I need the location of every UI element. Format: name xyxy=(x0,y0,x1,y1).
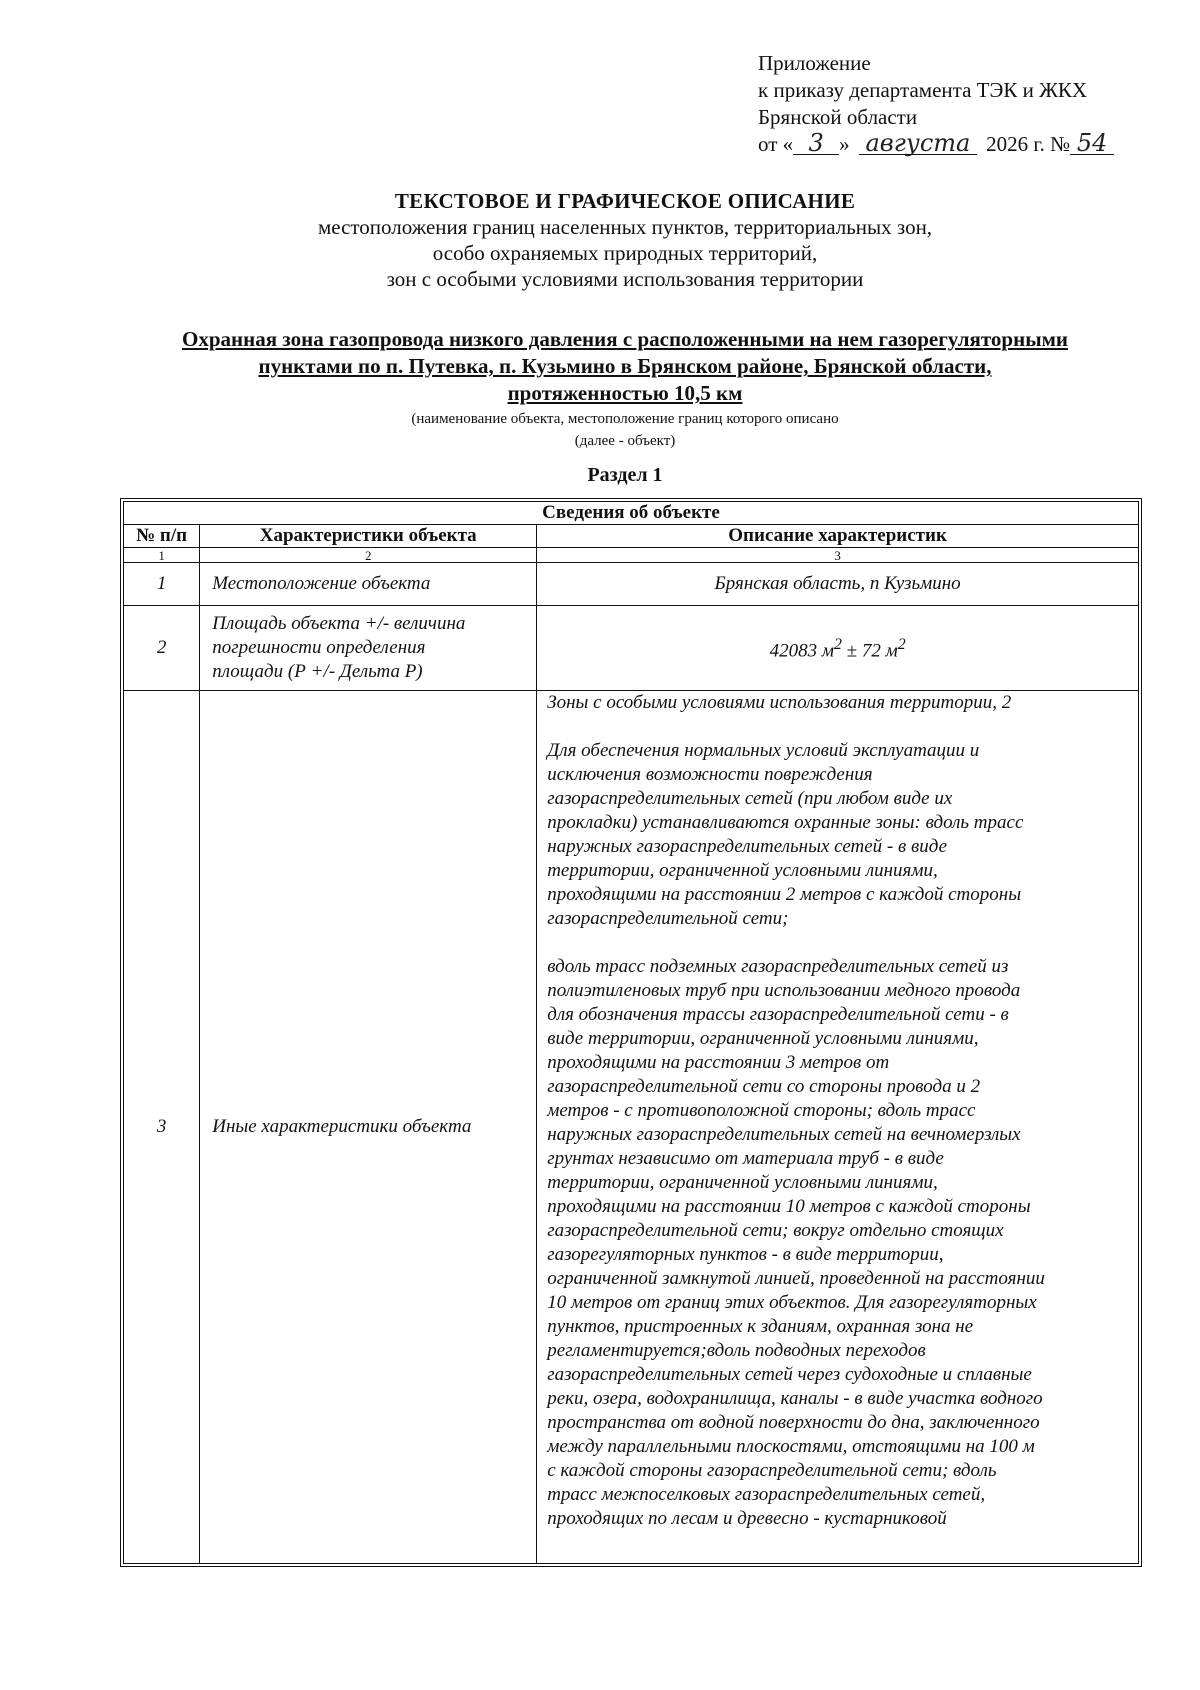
description-line: газораспределительных сетей (при любом виде их xyxy=(547,788,953,809)
description-line: наружных газораспределительных сетей на вечномерзлых xyxy=(547,1124,1021,1145)
row-key xyxy=(200,606,537,691)
description-line: регламентируется;вдоль подводных переходов xyxy=(547,1340,926,1361)
row-key-line-2: погрешности определения xyxy=(212,637,426,658)
description-line: виде территории, ограниченной условными линиями, xyxy=(547,1028,979,1049)
appendix-order-ref: к приказу департамента ТЭК и ЖКХ xyxy=(758,78,1088,102)
area-unit-exponent: 2 xyxy=(833,635,842,653)
date-day-close: » xyxy=(839,132,850,156)
handwritten-order-number: 54 xyxy=(1070,132,1114,155)
description-line: 10 метров от границ этих объектов. Для газорегуляторных xyxy=(547,1292,1037,1313)
document-heading xyxy=(120,188,1130,292)
row-key: Местоположение объекта xyxy=(200,563,537,606)
area-value: 42083 м xyxy=(769,640,834,662)
description-line: пунктов, пристроенных к зданиям, охранная зона не xyxy=(547,1316,974,1337)
object-caption-1: (наименование объекта, местоположение границ которого описано xyxy=(411,411,839,427)
handwritten-day: 3 xyxy=(793,132,839,155)
object-info-table xyxy=(120,498,1142,1567)
paragraph-gap xyxy=(547,931,1132,955)
error-unit-exponent: 2 xyxy=(897,635,906,653)
description-line: трасс межпоселковых газораспределительных сетей, xyxy=(547,1484,986,1505)
description-line: Для обеспечения нормальных условий эксплуатации и xyxy=(547,740,980,761)
description-line: прокладки) устанавливаются охранные зоны: вдоль трасс xyxy=(547,812,1024,833)
description-line: Зоны с особыми условиями использования территории, 2 xyxy=(547,692,1012,713)
description-line: проходящими на расстоянии 3 метров от xyxy=(547,1052,890,1073)
area-error: ± 72 м xyxy=(841,640,898,662)
object-caption-2: (далее - объект) xyxy=(574,433,676,449)
object-block xyxy=(110,326,1140,451)
description-line: территории, ограниченной условными линиями, xyxy=(547,1172,938,1193)
description-line: газорегуляторных пунктов - в виде территории, xyxy=(547,1244,944,1265)
row-number: 3 xyxy=(124,691,200,1564)
description-line: газораспределительных сетей через судоходные и сплавные xyxy=(547,1364,1032,1385)
row-number: 2 xyxy=(124,606,200,691)
column-number-3: 3 xyxy=(537,548,1139,563)
handwritten-month: августа xyxy=(859,132,977,155)
paragraph-gap xyxy=(547,715,1132,739)
description-line: пространства от водной поверхности до дна, заключенного xyxy=(547,1412,1040,1433)
header-characteristics: Характеристики объекта xyxy=(200,525,537,548)
description-line: между параллельными плоскостями, отстоящими на 100 м xyxy=(547,1436,1035,1457)
section-title: Раздел 1 xyxy=(587,464,663,486)
description-line: метров - с противоположной стороны; вдоль трасс xyxy=(547,1100,976,1121)
description-line: грунтах независимо от материала труб - в виде xyxy=(547,1148,944,1169)
document-title: ТЕКСТОВОЕ И ГРАФИЧЕСКОЕ ОПИСАНИЕ xyxy=(394,189,856,213)
description-line: исключения возможности повреждения xyxy=(547,764,873,785)
description-line: ограниченной замкнутой линией, проведенной на расстоянии xyxy=(547,1268,1045,1289)
date-year: 2026 г. № xyxy=(986,132,1071,156)
table-row xyxy=(124,606,1139,691)
header-number: № п/п xyxy=(124,525,200,548)
table-row xyxy=(124,691,1139,1564)
description-line: реки, озера, водохранилища, каналы - в виде участка водного xyxy=(547,1388,1043,1409)
row-key-line-1: Площадь объекта +/- величина xyxy=(212,613,466,634)
appendix-header xyxy=(758,50,1114,158)
description-line: газораспределительной сети; xyxy=(547,908,789,929)
description-line: вдоль трасс подземных газораспределительных сетей из xyxy=(547,956,1009,977)
row-value xyxy=(537,606,1139,691)
column-number-2: 2 xyxy=(200,548,537,563)
object-name-line-1: Охранная зона газопровода низкого давления с расположенными на нем газорегуляторными xyxy=(181,327,1068,351)
row-key: Иные характеристики объекта xyxy=(200,691,537,1564)
row-value: Брянская область, п Кузьмино xyxy=(537,563,1139,606)
description-line: газораспределительной сети со стороны провода и 2 xyxy=(547,1076,981,1097)
description-text xyxy=(547,691,1132,1531)
document-subtitle-2: особо охраняемых природных территорий, xyxy=(432,241,818,265)
description-line: для обозначения трассы газораспределительной сети - в xyxy=(547,1004,1009,1025)
table-caption: Сведения об объекте xyxy=(124,502,1139,525)
description-line: проходящими на расстоянии 10 метров с каждой стороны xyxy=(547,1196,1031,1217)
row-key-line-3: площади (Р +/- Дельта Р) xyxy=(212,661,423,682)
description-line: полиэтиленовых труб при использовании медного провода xyxy=(547,980,1021,1001)
document-subtitle-3: зон с особыми условиями использования территории xyxy=(386,267,864,291)
object-name-line-2: пунктами по п. Путевка, п. Кузьмино в Брянском районе, Брянской области, xyxy=(258,354,992,378)
description-line: проходящих по лесам и древесно - кустарниковой xyxy=(547,1508,947,1529)
row-description xyxy=(537,691,1139,1564)
header-description: Описание характеристик xyxy=(537,525,1139,548)
date-prefix: от « xyxy=(758,132,794,156)
appendix-date-line xyxy=(758,131,1114,158)
description-line: проходящими на расстоянии 2 метров с каждой стороны xyxy=(547,884,1022,905)
row-number: 1 xyxy=(124,563,200,606)
description-line: наружных газораспределительных сетей - в виде xyxy=(547,836,948,857)
description-line: территории, ограниченной условными линиями, xyxy=(547,860,938,881)
description-line: с каждой стороны газораспределительной сети; вдоль xyxy=(547,1460,997,1481)
description-line: газораспределительной сети; вокруг отдельно стоящих xyxy=(547,1220,1004,1241)
document-subtitle-1: местоположения границ населенных пунктов, территориальных зон, xyxy=(317,215,933,239)
appendix-region: Брянской области xyxy=(758,105,918,129)
column-number-1: 1 xyxy=(124,548,200,563)
object-name-line-3: протяженностью 10,5 км xyxy=(507,381,743,405)
table-row xyxy=(124,563,1139,606)
appendix-label: Приложение xyxy=(758,51,871,75)
